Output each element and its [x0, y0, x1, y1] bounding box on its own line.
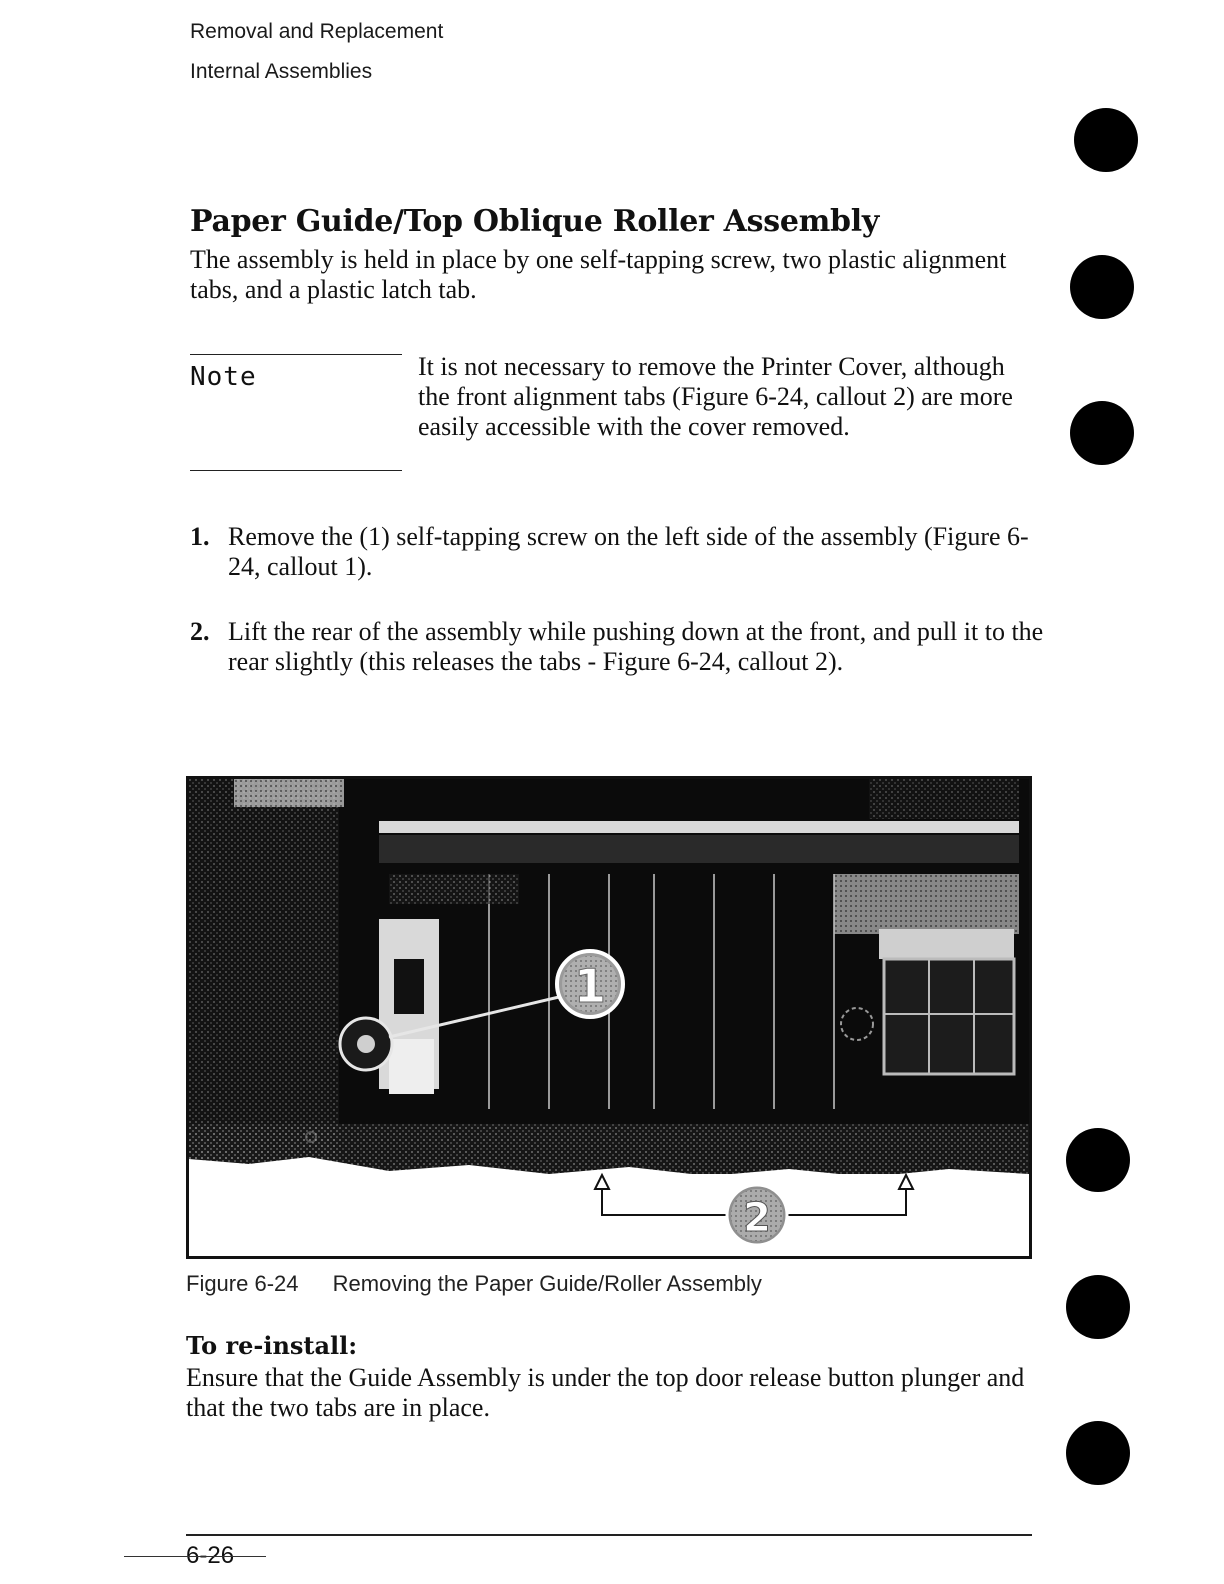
- figure-caption: [186, 1271, 762, 1297]
- printer-mechanism-photo: [189, 779, 1029, 1256]
- note-bottom-rule: [190, 470, 402, 471]
- note-top-rule: [190, 354, 402, 355]
- binder-hole: [1070, 255, 1134, 319]
- reinstall-heading: To re-install:: [186, 1331, 358, 1360]
- callout-2-label: 2: [743, 1195, 771, 1241]
- note-label: Note: [190, 362, 257, 392]
- figure-title: Removing the Paper Guide/Roller Assembly: [332, 1271, 762, 1296]
- figure-photo: [186, 776, 1032, 1259]
- binder-hole: [1066, 1275, 1130, 1339]
- binder-hole: [1070, 401, 1134, 465]
- reinstall-paragraph: Ensure that the Guide Assembly is under the top door release button plunger and that the two tabs are in place.: [186, 1363, 1025, 1422]
- page-number: 6-26: [186, 1542, 235, 1569]
- step-number: 2.: [190, 617, 210, 646]
- running-header-section: Internal Assemblies: [190, 60, 373, 83]
- note-text: It is not necessary to remove the Printer Cover, although the front alignment tabs (Figure 6-24, callout 2) are more easily accessible with the cover removed.: [418, 352, 1013, 441]
- figure-number: Figure 6-24: [186, 1271, 299, 1296]
- binder-hole: [1066, 1421, 1130, 1485]
- page-number-strike: [124, 1556, 266, 1557]
- callout-1-label: 1: [573, 959, 607, 1013]
- binder-hole: [1066, 1128, 1130, 1192]
- binder-hole: [1074, 108, 1138, 172]
- section-title: Paper Guide/Top Oblique Roller Assembly: [190, 204, 879, 239]
- step-number: 1.: [190, 522, 210, 551]
- step-item: [190, 617, 1050, 677]
- step-text: Lift the rear of the assembly while pushing down at the front, and pull it to the rear slightly (this releases the tabs - Figure 6-24, callout 2).: [228, 617, 1044, 676]
- running-header-chapter: Removal and Replacement: [190, 20, 444, 43]
- step-item: [190, 522, 1050, 582]
- intro-paragraph: The assembly is held in place by one self-tapping screw, two plastic alignment tabs, and a plastic latch tab.: [190, 245, 1007, 304]
- step-text: Remove the (1) self-tapping screw on the left side of the assembly (Figure 6-24, callout 1).: [228, 522, 1029, 581]
- procedure-steps: [190, 522, 1050, 677]
- footer-rule: [186, 1534, 1032, 1536]
